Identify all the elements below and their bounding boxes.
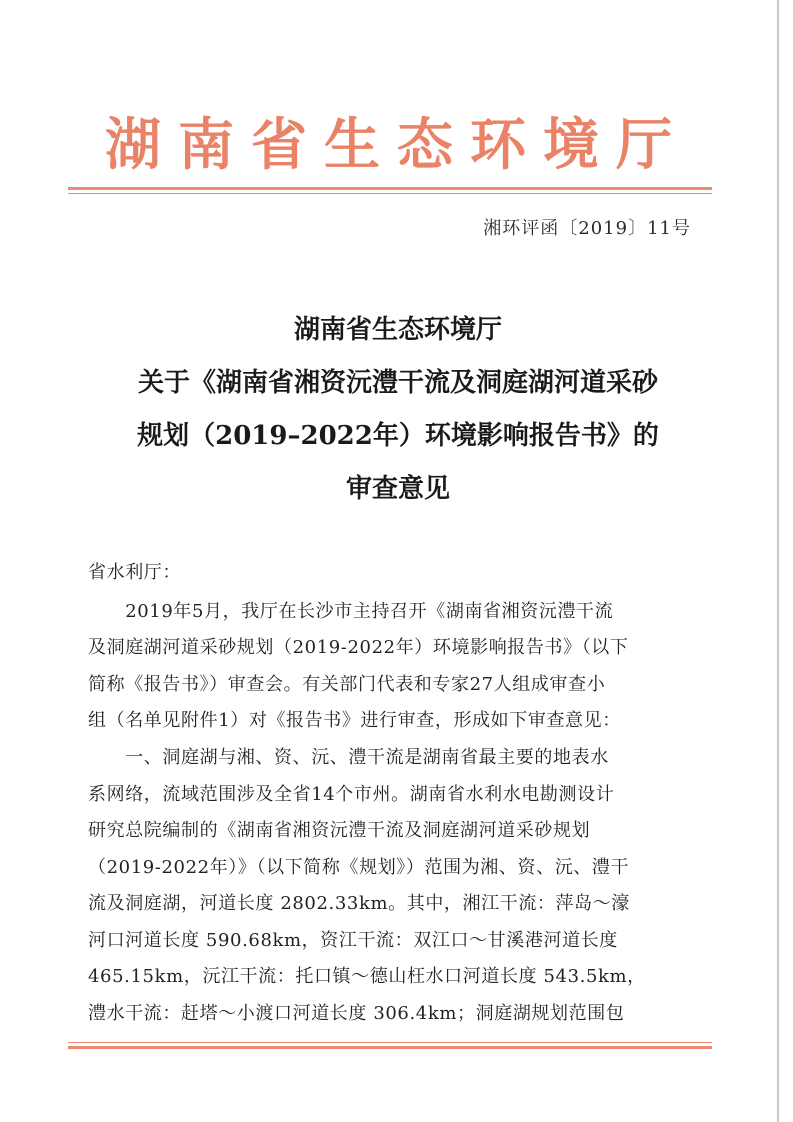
body-line: 2019年5月，我厅在长沙市主持召开《湖南省湘资沅澧干流 <box>88 601 614 622</box>
body-line: （2019-2022年）》（以下简称《规划》）范围为湘、资、沅、澧干 <box>88 857 630 878</box>
title-line-3: 规划（2019–2022年）环境影响报告书》的 <box>137 421 659 451</box>
letterhead-rule-thin <box>68 193 712 194</box>
addressee: 省水利厅： <box>88 562 181 583</box>
title-line-1: 湖南省生态环境厅 <box>293 315 502 345</box>
letterhead-rule-thick <box>68 187 712 190</box>
body-line: 澧水干流：赶塔～小渡口河道长度 306.4km；洞庭湖规划范围包 <box>88 1003 625 1024</box>
body-line: 河口河道长度 590.68km，资江干流：双江口～甘溪港河道长度 <box>88 930 618 951</box>
body-line: 465.15km，沅江干流：托口镇～德山枉水口河道长度 543.5km， <box>88 966 646 987</box>
body-line: 简称《报告书》）审查会。有关部门代表和专家27人组成审查小 <box>88 674 606 695</box>
body-line: 及洞庭湖河道采砂规划（2019-2022年）环境影响报告书》（以下 <box>88 637 629 658</box>
page-edge-shadow <box>777 0 779 1122</box>
footer-rule-thick <box>68 1046 712 1049</box>
title-line-2: 关于《湖南省湘资沅澧干流及洞庭湖河道采砂 <box>137 368 658 398</box>
title-line-4: 审查意见 <box>345 474 450 504</box>
body-line: 组（名单见附件1）对《报告书》进行审查，形成如下审查意见： <box>88 710 621 731</box>
body-line: 系网络，流域范围涉及全省14个市州。湖南省水利水电勘测设计 <box>88 784 615 805</box>
body-line: 一、洞庭湖与湘、资、沅、澧干流是湖南省最主要的地表水 <box>88 747 609 768</box>
document-number: 湘环评函〔2019〕11号 <box>483 218 691 239</box>
letterhead-title: 湖南省生态环境厅 <box>105 113 689 178</box>
body-line: 研究总院编制的《湖南省湘资沅澧干流及洞庭湖河道采砂规划 <box>88 820 591 841</box>
body-line: 流及洞庭湖，河道长度 2802.33km。其中，湘江干流：萍岛～濠 <box>88 893 630 914</box>
footer-rule-thin <box>68 1042 712 1043</box>
